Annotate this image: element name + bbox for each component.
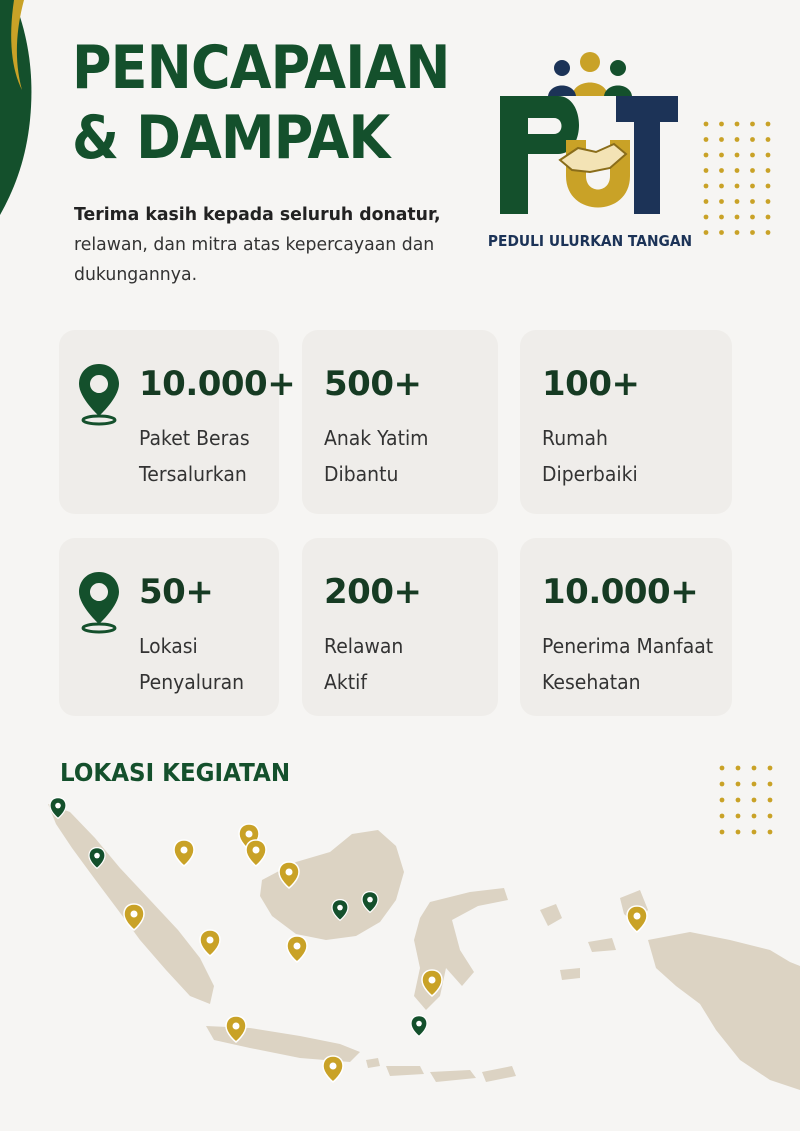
map-pin-icon bbox=[246, 840, 266, 866]
indonesia-map bbox=[0, 790, 800, 1131]
dot-pattern-top bbox=[700, 118, 780, 248]
stat-card-locations bbox=[59, 538, 279, 716]
logo-mark bbox=[478, 44, 702, 234]
stat-label-line-2: Dibantu bbox=[324, 462, 399, 486]
decorative-dot bbox=[735, 184, 740, 189]
title-line-2: & DAMPAK bbox=[72, 102, 390, 173]
decorative-dot bbox=[704, 137, 709, 142]
stat-label-line-1: Anak Yatim bbox=[324, 426, 429, 450]
decorative-dot bbox=[766, 230, 771, 235]
map-land bbox=[48, 804, 800, 1090]
stat-label-line-2: Tersalurkan bbox=[139, 462, 247, 486]
logo-text: PEDULI ULURKAN TANGAN bbox=[487, 232, 693, 250]
stat-label bbox=[139, 420, 250, 492]
decorative-dot bbox=[766, 199, 771, 204]
decorative-dot bbox=[750, 137, 755, 142]
decorative-dot bbox=[752, 766, 757, 771]
map-pin-icon bbox=[323, 1056, 343, 1082]
decorative-dot bbox=[735, 137, 740, 142]
decorative-dot bbox=[735, 153, 740, 158]
decorative-dot bbox=[704, 230, 709, 235]
decorative-dot bbox=[752, 782, 757, 787]
stat-card-rice bbox=[59, 330, 296, 514]
decorative-dot bbox=[719, 122, 724, 127]
location-pin-icon bbox=[77, 570, 121, 634]
stat-label-line-1: Rumah bbox=[542, 426, 608, 450]
decorative-dot bbox=[719, 199, 724, 204]
decorative-dot bbox=[750, 122, 755, 127]
decorative-dot bbox=[719, 153, 724, 158]
decorative-dot bbox=[704, 168, 709, 173]
stat-card-volunteers bbox=[302, 538, 498, 716]
decorative-dot bbox=[735, 215, 740, 220]
decorative-dot bbox=[768, 766, 773, 771]
map-pin-icon bbox=[627, 906, 647, 932]
decorative-dot bbox=[719, 230, 724, 235]
decorative-dot bbox=[735, 168, 740, 173]
stat-value: 100+ bbox=[542, 364, 640, 404]
decorative-dot bbox=[750, 199, 755, 204]
decorative-dot bbox=[750, 230, 755, 235]
stat-label bbox=[139, 628, 244, 700]
decorative-dot bbox=[720, 782, 725, 787]
decorative-dot bbox=[719, 215, 724, 220]
stat-label bbox=[542, 420, 638, 492]
stat-value: 10.000+ bbox=[542, 572, 699, 612]
decorative-dot bbox=[766, 215, 771, 220]
stat-label bbox=[324, 628, 403, 700]
decorative-dot bbox=[735, 122, 740, 127]
section-title-locations: LOKASI KEGIATAN bbox=[60, 758, 291, 787]
decorative-dot bbox=[704, 122, 709, 127]
stat-label-line-2: Penyaluran bbox=[139, 670, 245, 694]
decorative-dot bbox=[735, 230, 740, 235]
stat-card-health bbox=[520, 538, 732, 716]
map-pin-icon bbox=[174, 840, 194, 866]
map-pin-icon bbox=[411, 1016, 427, 1037]
logo bbox=[478, 44, 702, 264]
page-title bbox=[72, 34, 450, 173]
decorative-dot bbox=[750, 168, 755, 173]
stat-value: 200+ bbox=[324, 572, 422, 612]
decorative-dot bbox=[736, 766, 741, 771]
stat-card-orphans bbox=[302, 330, 498, 514]
decorative-dot bbox=[719, 184, 724, 189]
decorative-dot bbox=[766, 122, 771, 127]
stat-label-line-2: Kesehatan bbox=[542, 670, 641, 694]
map-pin-icon bbox=[287, 936, 307, 962]
decorative-dot bbox=[735, 199, 740, 204]
stat-label-line-2: Aktif bbox=[324, 670, 367, 694]
decorative-dot bbox=[750, 153, 755, 158]
decorative-dot bbox=[750, 184, 755, 189]
decorative-dot bbox=[736, 782, 741, 787]
decorative-dot bbox=[766, 137, 771, 142]
decorative-dot bbox=[720, 766, 725, 771]
stat-label-line-1: Lokasi bbox=[139, 634, 198, 658]
corner-decoration bbox=[0, 0, 40, 220]
decorative-dot bbox=[704, 215, 709, 220]
decorative-dot bbox=[704, 199, 709, 204]
stat-value: 10.000+ bbox=[139, 364, 296, 404]
title-line-1: PENCAPAIAN bbox=[72, 33, 450, 103]
decorative-dot bbox=[704, 153, 709, 158]
stat-label-line-2: Diperbaiki bbox=[542, 462, 638, 486]
decorative-dot bbox=[719, 168, 724, 173]
stat-label-line-1: Penerima Manfaat bbox=[542, 634, 714, 658]
decorative-dot bbox=[719, 137, 724, 142]
decorative-dot bbox=[768, 782, 773, 787]
stat-label bbox=[542, 628, 713, 700]
decorative-dot bbox=[766, 153, 771, 158]
stat-label-line-1: Paket Beras bbox=[139, 426, 250, 450]
stat-label-line-1: Relawan bbox=[324, 634, 404, 658]
decorative-dot bbox=[766, 168, 771, 173]
intro-lead: Terima kasih kepada seluruh donatur, bbox=[74, 204, 441, 225]
stat-label bbox=[324, 420, 428, 492]
decorative-dot bbox=[704, 184, 709, 189]
map-pin-icon bbox=[200, 930, 220, 956]
stat-value: 500+ bbox=[324, 364, 422, 404]
intro-text bbox=[74, 200, 458, 290]
intro-rest: relawan, dan mitra atas kepercayaan dan dukungannya. bbox=[74, 234, 435, 285]
stat-value: 50+ bbox=[139, 572, 214, 612]
decorative-dot bbox=[750, 215, 755, 220]
stat-card-houses bbox=[520, 330, 732, 514]
decorative-dot bbox=[766, 184, 771, 189]
location-pin-icon bbox=[77, 362, 121, 426]
